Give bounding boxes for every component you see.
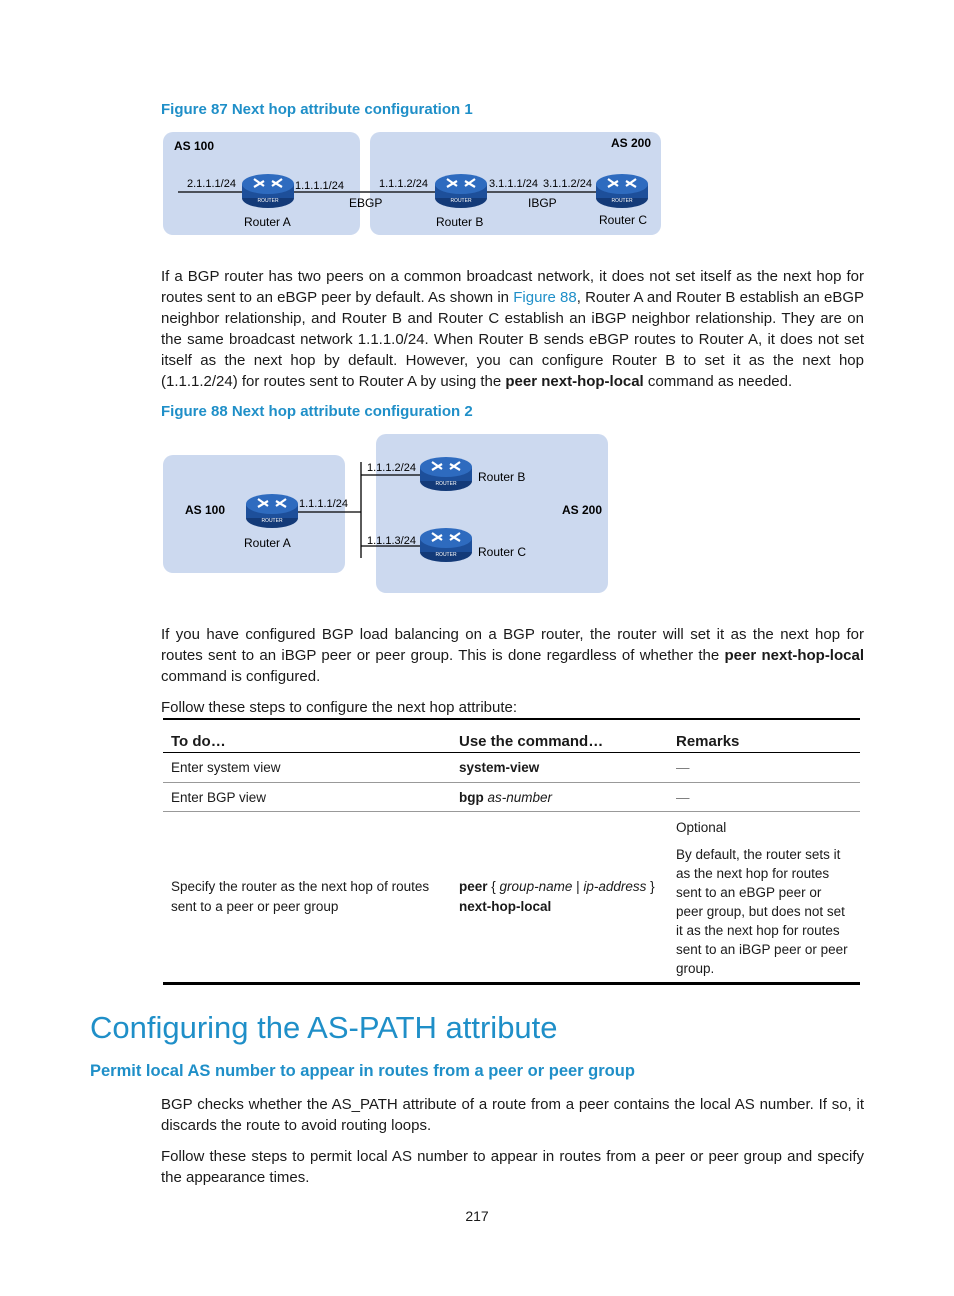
command-keyword: peer	[459, 879, 488, 894]
ip-c: 1.1.1.3/24	[367, 535, 416, 547]
config-steps-table	[163, 718, 860, 985]
router-a-badge: ROUTER	[257, 198, 279, 204]
table-header-row	[163, 719, 860, 753]
figure-88-link[interactable]: Figure 88	[513, 289, 577, 306]
section-title: Configuring the AS-PATH attribute	[90, 1010, 558, 1045]
ibgp-label: IBGP	[528, 196, 557, 210]
paragraph-load-balancing	[161, 624, 864, 687]
ip-b-right: 3.1.1.1/24	[489, 178, 538, 190]
todo-text: Specify the router as the next hop of routes sent to a peer or peer group	[171, 879, 430, 914]
router-c-label: Router C	[478, 545, 527, 559]
paragraph-next-hop-default	[161, 266, 864, 392]
table-row	[163, 783, 860, 812]
command-argument: as-number	[487, 789, 553, 805]
router-b-label: Router B	[436, 215, 484, 229]
cell-command	[451, 783, 668, 812]
cell-command	[451, 812, 668, 984]
router-c-badge: ROUTER	[435, 552, 457, 558]
ip-a-right: 1.1.1.1/24	[295, 180, 344, 192]
command-argument: group-name	[499, 879, 573, 894]
header-todo: To do…	[163, 719, 451, 753]
cell-todo	[163, 812, 451, 984]
header-command: Use the command…	[451, 719, 668, 753]
command-keyword: next-hop-local	[459, 899, 552, 914]
ip-a-left: 2.1.1.1/24	[187, 178, 236, 190]
remark-default: By default, the router sets it as the next hop for routes sent to an eBGP peer or peer group, but does not set it as the next hop for routes sent to an iBGP peer or peer group.	[676, 847, 848, 976]
cell-remark: —	[668, 753, 860, 783]
para1-text-2: , Router A and Router B establish an eBGP neighbor relationship, and Router B and Router C establish an iBGP neighbor relationship. They are on the same broadcast network 1.1.1.0/24. When Router B sends eBGP routes to Router A, it does not set itself as the next hop by default. However, you can configure Router B to set it as the next hop (1.1.1.2/24) for routes sent to Router A by using the	[161, 289, 865, 390]
router-c-label: Router C	[599, 213, 648, 227]
paragraph-as-path-check: BGP checks whether the AS_PATH attribute of a route from a peer contains the local AS number. If so, it discards the route to avoid routing loops.	[161, 1096, 864, 1134]
router-b-label: Router B	[478, 470, 526, 484]
cell-remark	[668, 812, 860, 984]
header-remarks: Remarks	[668, 719, 860, 753]
paragraph-follow-steps: Follow these steps to configure the next hop attribute:	[161, 699, 518, 716]
para2-text-2: command is configured.	[161, 668, 321, 685]
subsection-title: Permit local AS number to appear in routes from a peer or peer group	[90, 1062, 635, 1080]
router-b-badge: ROUTER	[435, 481, 457, 487]
para2-text-1: If you have configured BGP load balancing on a BGP router, the router will set it as the next hop for routes sent to an iBGP peer or peer group. This is done regardless of whether the	[161, 626, 864, 664]
brace-close: }	[646, 879, 655, 894]
table-row	[163, 812, 860, 984]
para1-text-3: command as needed.	[643, 373, 793, 390]
as200-label: AS 200	[611, 136, 652, 150]
brace-open: {	[487, 879, 500, 894]
para2-command: peer next-hop-local	[724, 647, 864, 664]
para1-command: peer next-hop-local	[505, 373, 644, 390]
table-row	[163, 753, 860, 783]
router-b-badge: ROUTER	[450, 198, 472, 204]
cell-todo: Enter BGP view	[163, 783, 451, 812]
figure-87-caption: Figure 87 Next hop attribute configuration 1	[161, 101, 473, 118]
ip-c-left: 3.1.1.2/24	[543, 178, 592, 190]
as200-label: AS 200	[562, 503, 603, 517]
pipe: |	[572, 879, 584, 894]
router-a-label: Router A	[244, 215, 291, 229]
ip-b: 1.1.1.2/24	[367, 462, 416, 474]
paragraph-follow-steps-as: Follow these steps to permit local AS number to appear in routes from a peer or peer group and specify the appearance times.	[161, 1148, 864, 1186]
remark-optional: Optional	[676, 820, 727, 835]
page-number: 217	[465, 1208, 489, 1224]
cell-todo: Enter system view	[163, 753, 451, 783]
ip-a: 1.1.1.1/24	[299, 498, 348, 510]
cell-remark: —	[668, 783, 860, 812]
command-keyword: bgp	[459, 789, 484, 805]
figure-88-diagram	[160, 432, 612, 596]
figure-87-diagram	[160, 130, 665, 238]
router-a-badge: ROUTER	[261, 518, 283, 524]
para1-text-1: If a BGP router has two peers on a common broadcast network, it does not set itself as the next hop for routes sent to an eBGP peer by default. As shown in	[161, 268, 864, 306]
command-argument: ip-address	[583, 879, 647, 894]
as100-label: AS 100	[174, 139, 215, 153]
figure-88-caption: Figure 88 Next hop attribute configuration 2	[161, 403, 473, 420]
cell-command	[451, 753, 668, 783]
ip-b-left: 1.1.1.2/24	[379, 178, 428, 190]
ebgp-label: EBGP	[349, 196, 383, 210]
as100-label: AS 100	[185, 503, 226, 517]
router-c-badge: ROUTER	[611, 198, 633, 204]
router-a-label: Router A	[244, 536, 291, 550]
command-keyword: system-view	[459, 760, 540, 775]
